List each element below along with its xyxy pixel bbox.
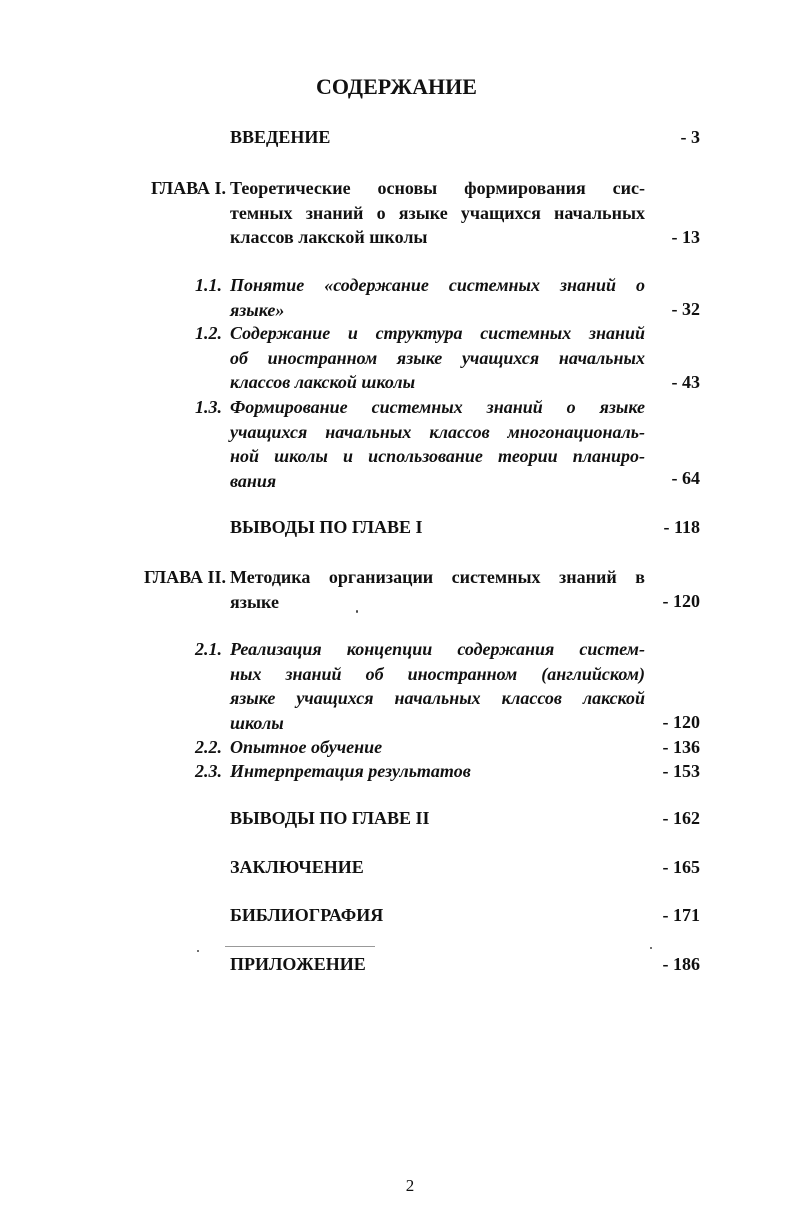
section-title	[230, 395, 645, 493]
toc-intro-label: ВВЕДЕНИЕ	[230, 127, 331, 147]
section-title-line: Понятие «содержание системных знаний о	[230, 275, 645, 295]
section-title-line: Содержание и структура системных знаний	[230, 323, 645, 343]
chapter1-title-line: классов лакской школы	[230, 227, 428, 247]
section-page: - 64	[671, 468, 700, 488]
page-title: СОДЕРЖАНИЕ	[316, 74, 477, 99]
toc-intro-page: - 3	[680, 127, 700, 147]
toc-conclusion-label: ЗАКЛЮЧЕНИЕ	[230, 857, 364, 877]
section-title	[230, 735, 645, 760]
section-title	[230, 759, 645, 784]
section-page: - 32	[671, 299, 700, 319]
section-title-line: ных знаний об иностранном (английском)	[230, 663, 645, 684]
chapter1-summary-label: ВЫВОДЫ ПО ГЛАВЕ I	[230, 517, 423, 537]
section-title-line: школы	[230, 712, 284, 733]
section-page: - 153	[662, 761, 700, 781]
section-title	[230, 321, 645, 395]
toc-bibliography-label: БИБЛИОГРАФИЯ	[230, 905, 384, 925]
chapter1-page: - 13	[671, 227, 700, 247]
toc-bibliography-page: - 171	[662, 905, 700, 925]
chapter1-title-line: Теоретические основы формирования сис-	[230, 178, 645, 198]
chapter2-page: - 120	[662, 591, 700, 611]
section-number: 1.3.	[195, 397, 222, 417]
page-number: 2	[405, 1176, 415, 1195]
chapter2-title-line: Методика организации системных знаний в	[230, 567, 645, 587]
section-number: 2.1.	[195, 639, 222, 659]
scan-speck	[356, 610, 358, 613]
section-title-line: об иностранном языке учащихся начальных	[230, 347, 645, 368]
section-title-line: классов лакской школы	[230, 372, 416, 392]
chapter2-summary-label: ВЫВОДЫ ПО ГЛАВЕ II	[230, 808, 430, 828]
chapter2-label: ГЛАВА II.	[143, 567, 226, 587]
scan-speck	[197, 950, 199, 952]
chapter1-summary-page: - 118	[663, 517, 700, 537]
scan-artifact-line	[225, 946, 375, 947]
toc-appendix-page: - 186	[662, 954, 700, 974]
section-page: - 43	[671, 372, 700, 392]
chapter2-title	[230, 565, 645, 614]
section-title-line: вания	[230, 470, 277, 491]
section-title-line: Интерпретация результатов	[230, 761, 471, 781]
section-number: 1.1.	[195, 275, 222, 295]
section-title-line: учащихся начальных классов многонациональ-	[230, 421, 645, 442]
chapter2-title-line: языке	[230, 591, 279, 612]
section-title	[230, 273, 645, 322]
section-number: 2.2.	[195, 737, 222, 757]
toc-appendix-label: ПРИЛОЖЕНИЕ	[230, 954, 366, 974]
toc-conclusion-page: - 165	[662, 857, 700, 877]
section-title-line: языке»	[230, 299, 285, 320]
section-title-line: Формирование системных знаний о языке	[230, 397, 645, 417]
chapter2-summary-page: - 162	[662, 808, 700, 828]
section-title	[230, 637, 645, 735]
chapter1-title	[230, 176, 645, 250]
chapter1-title-line: темных знаний о языке учащихся начальных	[230, 202, 645, 223]
section-number: 1.2.	[195, 323, 222, 343]
section-title-line: ной школы и использование теории планиро-	[230, 446, 645, 466]
chapter1-label: ГЛАВА I.	[150, 178, 226, 198]
scan-speck	[650, 947, 652, 949]
section-page: - 120	[662, 712, 700, 732]
section-page: - 136	[662, 737, 700, 757]
section-title-line: Реализация концепции содержания систем-	[230, 639, 645, 659]
section-number: 2.3.	[195, 761, 222, 781]
section-title-line: языке учащихся начальных классов лакской	[230, 688, 645, 708]
section-title-line: Опытное обучение	[230, 737, 383, 757]
